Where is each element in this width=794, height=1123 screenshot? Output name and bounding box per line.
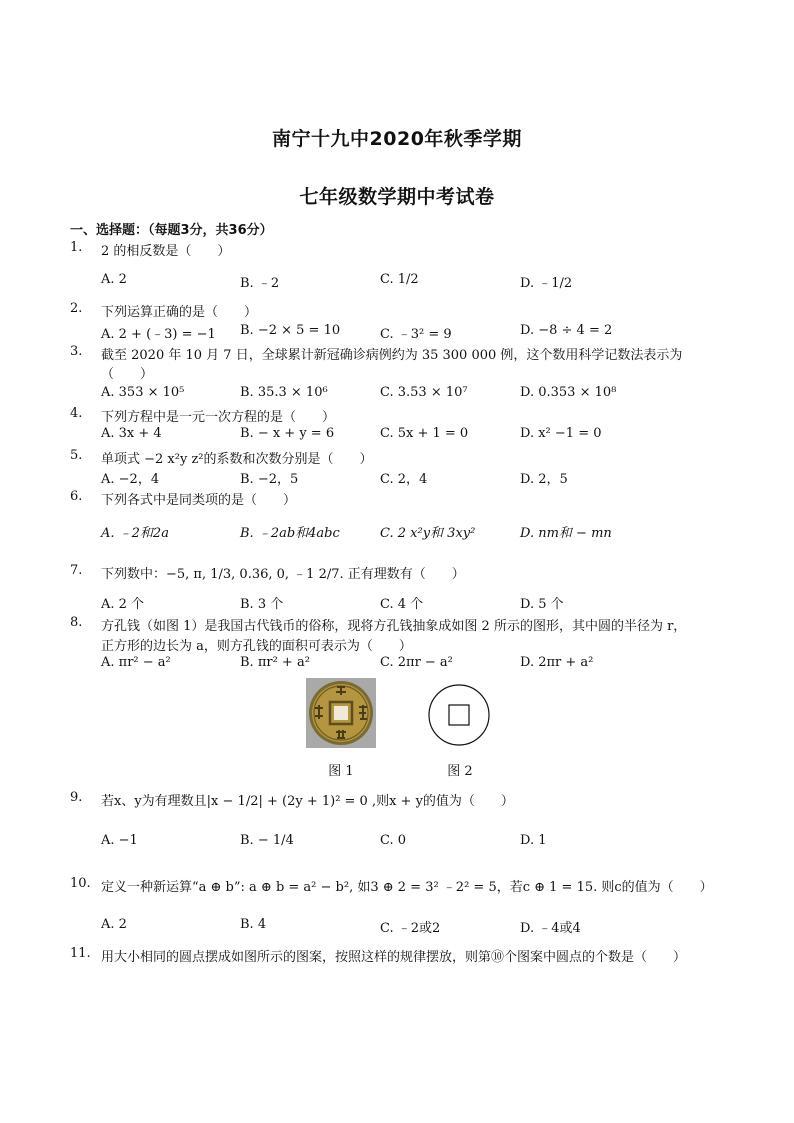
figure-2-caption: 图 2 [447, 764, 473, 779]
option-a: A. πr² − a² [101, 655, 171, 670]
option-c: C. ﹣3² = 9 [380, 327, 452, 342]
option-c: C. 4 个 [380, 597, 424, 612]
question-text: 若x、y为有理数且|x − 1/2| + (2y + 1)² = 0 ,则x + y的值为（ ） [101, 794, 514, 809]
option-b: B. 4 [240, 917, 267, 932]
option-b: B. − x + y = 6 [240, 426, 335, 441]
option-b: B. −2，5 [240, 472, 299, 487]
option-d: D. −8 ÷ 4 = 2 [520, 323, 613, 338]
question-text: 方孔钱（如图 1）是我国古代钱币的俗称，现将方孔钱抽象成如图 2 所示的图形，其中圆的半径为 r， [101, 619, 687, 634]
question-text-continued: （ ） [101, 367, 154, 382]
question-text: 下列数中：−5, π, 1/3, 0.36, 0, ﹣1 2/7. 正有理数有（ ） [101, 567, 465, 582]
question-number: 7. [70, 563, 83, 578]
question-text: 2 的相反数是（ ） [101, 244, 231, 259]
option-d: D. ﹣1/2 [520, 276, 573, 291]
option-c: C. 0 [380, 833, 407, 848]
option-a: A. −1 [101, 833, 138, 848]
option-c: C. 3.53 × 10⁷ [380, 385, 468, 400]
ancient-coin-photo [306, 678, 376, 748]
option-c: C. 2，4 [380, 472, 428, 487]
question-number: 3. [70, 344, 83, 359]
option-b: B. πr² + a² [240, 655, 310, 670]
option-a: A. ﹣2和2a [101, 526, 169, 541]
option-a: A. 2 [101, 917, 127, 932]
option-d: D. 1 [520, 833, 547, 848]
option-d: D. nm和 − mn [520, 526, 612, 541]
option-d: D. 0.353 × 10⁸ [520, 385, 617, 400]
option-d: D. ﹣4或4 [520, 921, 581, 936]
option-a: A. −2，4 [101, 472, 160, 487]
option-c: C. ﹣2或2 [380, 921, 441, 936]
question-number: 10. [70, 876, 91, 891]
option-a: A. 2 + (﹣3) = −1 [101, 327, 216, 342]
question-number: 6. [70, 489, 83, 504]
option-d: D. 2，5 [520, 472, 568, 487]
question-number: 2. [70, 301, 83, 316]
option-b: B. −2 × 5 = 10 [240, 323, 341, 338]
question-number: 9. [70, 790, 83, 805]
option-a: A. 2 个 [101, 597, 145, 612]
option-d: D. 5 个 [520, 597, 564, 612]
page-subtitle: 七年级数学期中考试卷 [299, 186, 495, 208]
page-title: 南宁十九中2020年秋季学期 [272, 128, 522, 150]
option-d: D. x² −1 = 0 [520, 426, 602, 441]
section-heading: 一、选择题：（每题3分，共36分） [70, 223, 273, 238]
question-text: 下列运算正确的是（ ） [101, 305, 258, 320]
option-b: B. ﹣2 [240, 276, 280, 291]
option-c: C. 5x + 1 = 0 [380, 426, 469, 441]
option-b: B. − 1/4 [240, 833, 294, 848]
question-number: 1. [70, 240, 83, 255]
question-text: 下列方程中是一元一次方程的是（ ） [101, 410, 336, 425]
option-a: A. 3x + 4 [101, 426, 162, 441]
option-a: A. 353 × 10⁵ [101, 385, 185, 400]
option-c: C. 2 x²y和 3xy² [380, 526, 476, 541]
question-number: 11. [70, 946, 91, 961]
question-text: 截至 2020 年 10 月 7 日，全球累计新冠确诊病例约为 35 300 000 例，这个数用科学记数法表示为 [101, 348, 683, 363]
question-number: 8. [70, 615, 83, 630]
question-text: 下列各式中是同类项的是（ ） [101, 493, 297, 508]
figure-1-caption: 图 1 [328, 764, 354, 779]
option-a: A. 2 [101, 272, 127, 287]
option-d: D. 2πr + a² [520, 655, 594, 670]
question-text: 单项式 −2 x²y z²的系数和次数分别是（ ） [101, 452, 373, 467]
option-c: C. 1/2 [380, 272, 419, 287]
question-text-continued: 正方形的边长为 a，则方孔钱的面积可表示为（ ） [101, 639, 412, 654]
question-text: 用大小相同的圆点摆成如图所示的图案，按照这样的规律摆放，则第⑩个图案中圆点的个数是（ ） [101, 950, 687, 965]
option-c: C. 2πr − a² [380, 655, 453, 670]
option-b: B. ﹣2ab和4abc [240, 526, 340, 541]
question-text: 定义一种新运算“a ⊕ b”: a ⊕ b = a² − b², 如3 ⊕ 2 = 3² ﹣2² = 5，若c ⊕ 1 = 15. 则c的值为（ ） [101, 880, 713, 895]
circle-square-diagram [428, 684, 490, 746]
question-number: 5. [70, 448, 83, 463]
question-number: 4. [70, 406, 83, 421]
option-b: B. 35.3 × 10⁶ [240, 385, 328, 400]
option-b: B. 3 个 [240, 597, 284, 612]
